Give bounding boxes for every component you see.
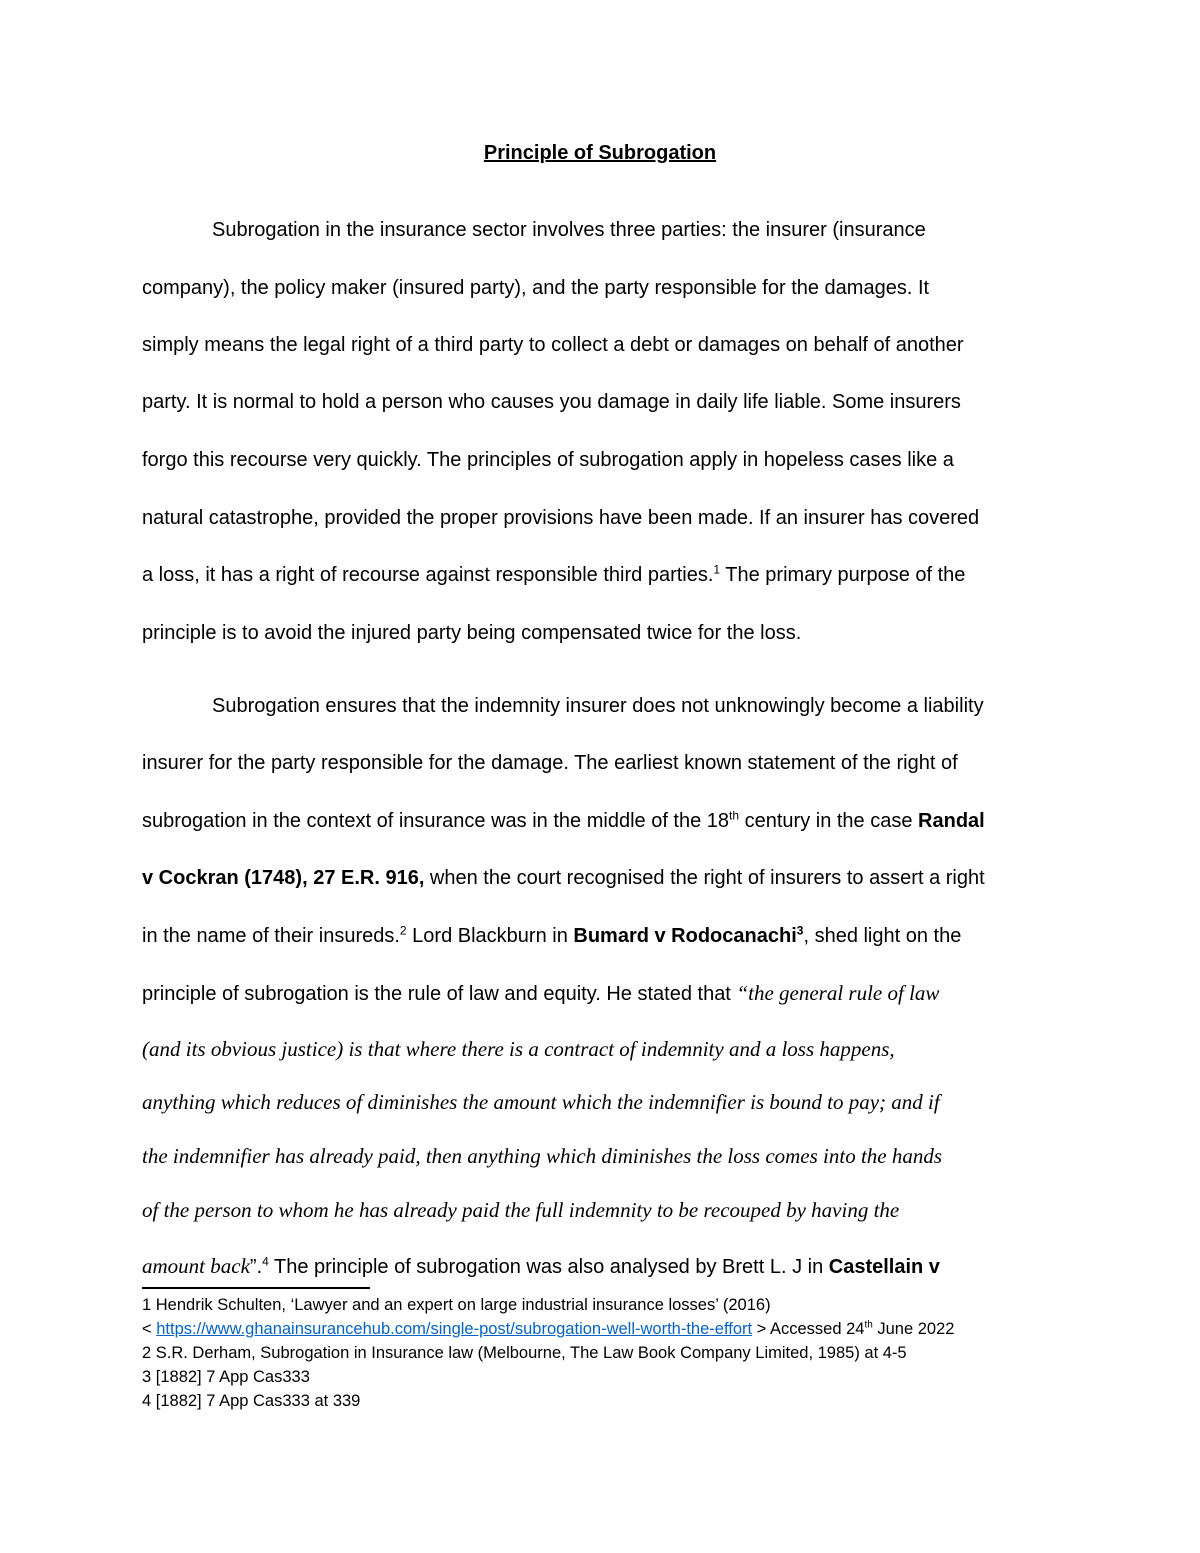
text-run: when the court recognised the right of insurers to assert a right [424, 867, 985, 889]
paragraph-1-line-8: principle is to avoid the injured party being compensated twice for the loss. [142, 622, 802, 644]
paragraph-2-line-7: (and its obvious justice) is that where there is a contract of indemnity and a loss happens, [142, 1037, 895, 1061]
footnote-ref-1[interactable]: 1 [713, 562, 721, 577]
quote-start-italic: “the general rule of law [736, 981, 940, 1005]
text-run: Lord Blackburn in [406, 925, 574, 947]
text-run: subrogation in the context of insurance was in the middle of the 18 [142, 810, 730, 832]
paragraph-2-line-5 [142, 922, 1062, 950]
document-title: Principle of Subrogation [483, 142, 717, 164]
paragraph-1-line-1: Subrogation in the insurance sector involves three parties: the insurer (insurance [212, 219, 926, 241]
paragraph-1-line-2: company), the policy maker (insured party), and the party responsible for the damages. It [142, 277, 930, 299]
case-name-bold: Bumard v Rodocanachi [573, 925, 797, 947]
text-run: , shed light on the [803, 925, 962, 947]
paragraph-2-line-8: anything which reduces of diminishes the amount which the indemnifier is bound to pay; and if [142, 1090, 940, 1114]
text-run: The principle of subrogation was also analysed by Brett L. J in [268, 1256, 829, 1278]
text-run: principle of subrogation is the rule of law and equity. He stated that [142, 983, 737, 1005]
paragraph-1-line-7 [142, 561, 1062, 589]
paragraph-2-line-6 [142, 979, 1062, 1008]
paragraph-2-line-3 [142, 807, 1062, 835]
footnote-4: 4 [1882] 7 App Cas333 at 339 [142, 1392, 361, 1410]
quote-close: ”. [249, 1256, 263, 1278]
paragraph-1-line-5: forgo this recourse very quickly. The principles of subrogation apply in hopeless cases like a [142, 449, 954, 471]
footnote-ref-3[interactable]: 3 [796, 923, 804, 938]
footnote-3: 3 [1882] 7 App Cas333 [142, 1368, 310, 1386]
text-run: a loss, it has a right of recourse against responsible third parties. [142, 564, 714, 586]
text-run: < [142, 1320, 157, 1338]
quote-end-italic: amount back [142, 1254, 250, 1278]
case-citation-bold: v Cockran (1748), 27 E.R. 916, [142, 867, 425, 889]
text-run: century in the case [739, 810, 919, 832]
paragraph-2-line-1: Subrogation ensures that the indemnity insurer does not unknowingly become a liability [212, 695, 984, 717]
footnote-ref-4[interactable]: 4 [262, 1254, 269, 1269]
paragraph-2-line-2: insurer for the party responsible for the damage. The earliest known statement of the right of [142, 752, 958, 774]
ordinal-suffix: th [864, 1319, 873, 1331]
text-run: > Accessed 24 [752, 1320, 865, 1338]
text-run: in the name of their insureds. [142, 925, 400, 947]
case-name-bold: Randal [918, 810, 985, 832]
footnote-1-line-2 [142, 1318, 1102, 1340]
paragraph-2-line-9: the indemnifier has already paid, then anything which diminishes the loss comes into the hands [142, 1144, 943, 1168]
footnote-link[interactable]: https://www.ghanainsurancehub.com/single-post/subrogation-well-worth-the-effort [156, 1320, 753, 1338]
paragraph-1-line-6: natural catastrophe, provided the proper provisions have been made. If an insurer has covered [142, 507, 980, 529]
paragraph-2-line-10: of the person to whom he has already paid the full indemnity to be recouped by having the [142, 1198, 900, 1222]
footnote-1-line-1: 1 Hendrik Schulten, ‘Lawyer and an expert on large industrial insurance losses’ (2016) [142, 1296, 771, 1314]
paragraph-1-line-4: party. It is normal to hold a person who causes you damage in daily life liable. Some insurers [142, 391, 961, 413]
paragraph-2-line-4 [142, 864, 1062, 892]
ordinal-suffix: th [729, 808, 740, 823]
footnote-ref-2[interactable]: 2 [399, 923, 407, 938]
text-run: June 2022 [872, 1320, 955, 1338]
case-name-bold: Castellain v [828, 1256, 940, 1278]
paragraph-1-line-3: simply means the legal right of a third party to collect a debt or damages on behalf of another [142, 334, 964, 356]
text-run: The primary purpose of the [720, 564, 966, 586]
footnote-2: 2 S.R. Derham, Subrogation in Insurance law (Melbourne, The Law Book Company Limited, 1985) at 4-5 [142, 1344, 907, 1362]
footnote-separator [142, 1287, 370, 1289]
paragraph-2-line-11 [142, 1252, 1062, 1281]
